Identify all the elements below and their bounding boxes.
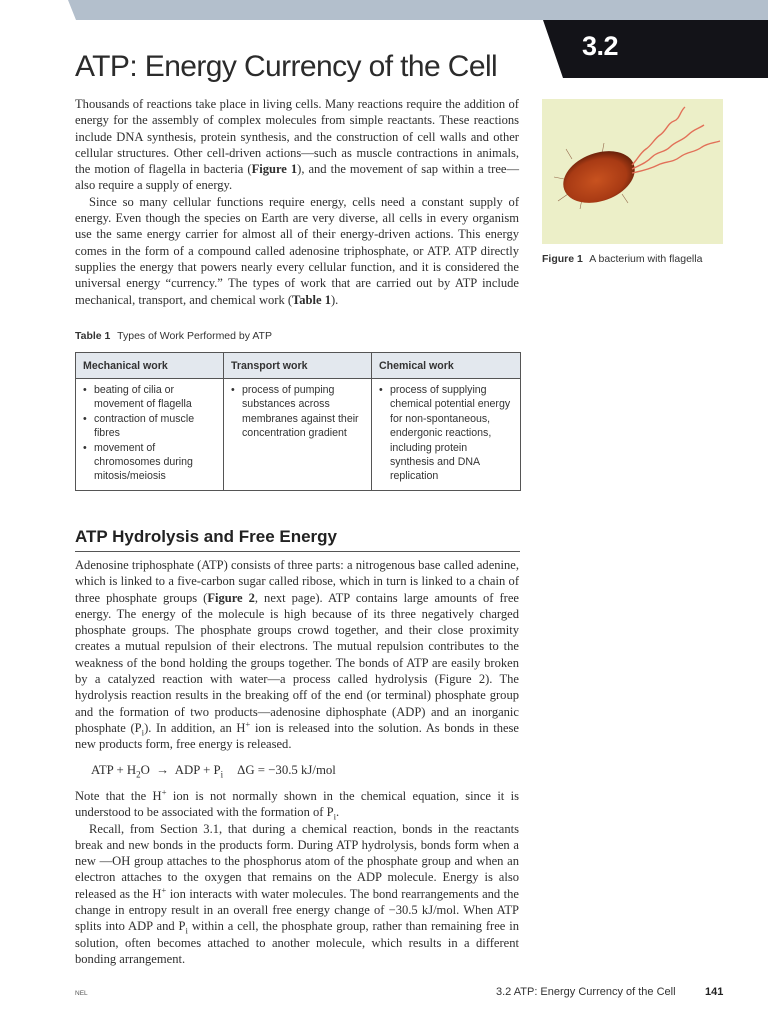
table-header-row — [76, 353, 521, 379]
list-item: • movement of chromosomes during mitosis/meiosis — [83, 441, 216, 484]
note-paragraph: Note that the H+ ion is not normally shown in the chemical equation, since it is understood to be associated with the formation of $P_i$. — [75, 786, 519, 822]
mechanical-work-cell — [76, 379, 224, 491]
figure-2-reference[interactable]: Figure 2 — [207, 590, 255, 605]
list-item: • beating of cilia or movement of flagella — [83, 383, 216, 412]
page-title: ATP: Energy Currency of the Cell — [75, 50, 498, 83]
header-mechanical-work: Mechanical work — [76, 353, 224, 379]
figure-1-caption: Figure 1 A bacterium with flagella — [542, 253, 703, 265]
table-1-work-types — [75, 352, 521, 491]
delta-g-value: ΔG = −30.5 kJ/mol — [237, 763, 336, 777]
figure-1-bacterium-image — [542, 99, 723, 244]
figure-1-reference[interactable]: Figure 1 — [251, 162, 298, 177]
intro-text — [75, 96, 519, 308]
header-transport-work: Transport work — [224, 353, 372, 379]
table-1-reference[interactable]: Table 1 — [292, 292, 331, 307]
table-1-caption: Table 1 Types of Work Performed by ATP — [75, 330, 272, 342]
header-chemical-work: Chemical work — [372, 353, 521, 379]
publisher-mark: NEL — [75, 990, 88, 997]
intro-paragraph-2: Since so many cellular functions require energy, cells need a constant supply of energy. Even though the species on Earth are very diverse, all cells in every organism use the same energy carrier for almost all of their energy-driven actions. This energy comes in the form of a compound called adenosine triphosphate, or ATP. ATP directly supplies the energy that powers nearly every cellular function, and it is considered the universal energy “currency.” The types of work that are carried out by ATP include mechanical, transport, and chemical work (Table 1). — [75, 194, 519, 307]
page-number: 141 — [705, 986, 724, 998]
note-text — [75, 788, 519, 967]
chemical-work-cell — [372, 379, 521, 491]
intro-paragraph-1: Thousands of reactions take place in living cells. Many reactions require the addition of energy for the assembly of complex molecules from simple reactants. These reactions include DNA synthesis, protein synthesis, and the construction of cell walls and other cellular structures. Other cell-driven actions—such as muscle contractions in animals, the motion of flagella in bacteria (Figure 1), and the movement of sap within a tree—also require a supply of energy. — [75, 97, 519, 193]
section-heading: ATP Hydrolysis and Free Energy — [75, 527, 520, 552]
table-row — [76, 379, 521, 491]
section-number: 3.2 — [582, 31, 619, 61]
running-title: 3.2 ATP: Energy Currency of the Cell — [496, 986, 676, 998]
list-item: • process of pumping substances across membranes against their concentration gradient — [231, 383, 364, 441]
hydrolysis-paragraph-2: Recall, from Section 3.1, that during a chemical reaction, bonds in the reactants break and new bonds in the products form. During ATP hydrolysis, bonds form when a new —OH group attaches to the phosphorus atom of the phosphate group and when an electron attaches to the oxygen that remains on the ADP molecule. Energy is also released as the H+ ion interacts with water molecules. The bond rearrangements and the change in entropy result in an overall free energy change of −30.5 kJ/mol. When ATP splits into ADP and $P_i$ within a cell, the phosphate group, rather than remaining free in solution, often becomes attached to another molecule, which results in a different bonding arrangement. — [75, 821, 519, 966]
list-item: • process of supplying chemical potential energy for non-spontaneous, endergonic reactions, including protein synthesis and DNA replication — [379, 383, 513, 484]
hydrolysis-paragraph-1: Adenosine triphosphate (ATP) consists of three parts: a nitrogenous base called adenine, which is linked to a five-carbon sugar called ribose, which in turn is linked to a chain of three phosphate groups (Figure 2, next page). ATP contains large amounts of free energy. The energy of the molecule is high because of its three negatively charged phosphate groups. The phosphate groups crowd together, and their close proximity creates a mutual repulsion of their electrons. The mutual repulsion contributes to the weakness of the bond holding the groups together. The bonds of ATP are easily broken by a catalyzed reaction with water—a process called hydrolysis (Figure 2). The hydrolysis reaction results in the breaking off of the end (or terminal) phosphate group and the formation of two products—adenosine diphosphate (ADP) and an inorganic phosphate $(P_i)$. In addition, an H+ ion is released into the solution. As bonds in these new products form, free energy is released. — [75, 558, 519, 752]
hydrolysis-text — [75, 557, 519, 753]
list-item: • contraction of muscle fibres — [83, 412, 216, 441]
hydrolysis-equation: ATP + $H_2O$ → ADP + $P_i$ ΔG = −30.5 kJ/mol — [91, 763, 336, 780]
transport-work-cell — [224, 379, 372, 491]
